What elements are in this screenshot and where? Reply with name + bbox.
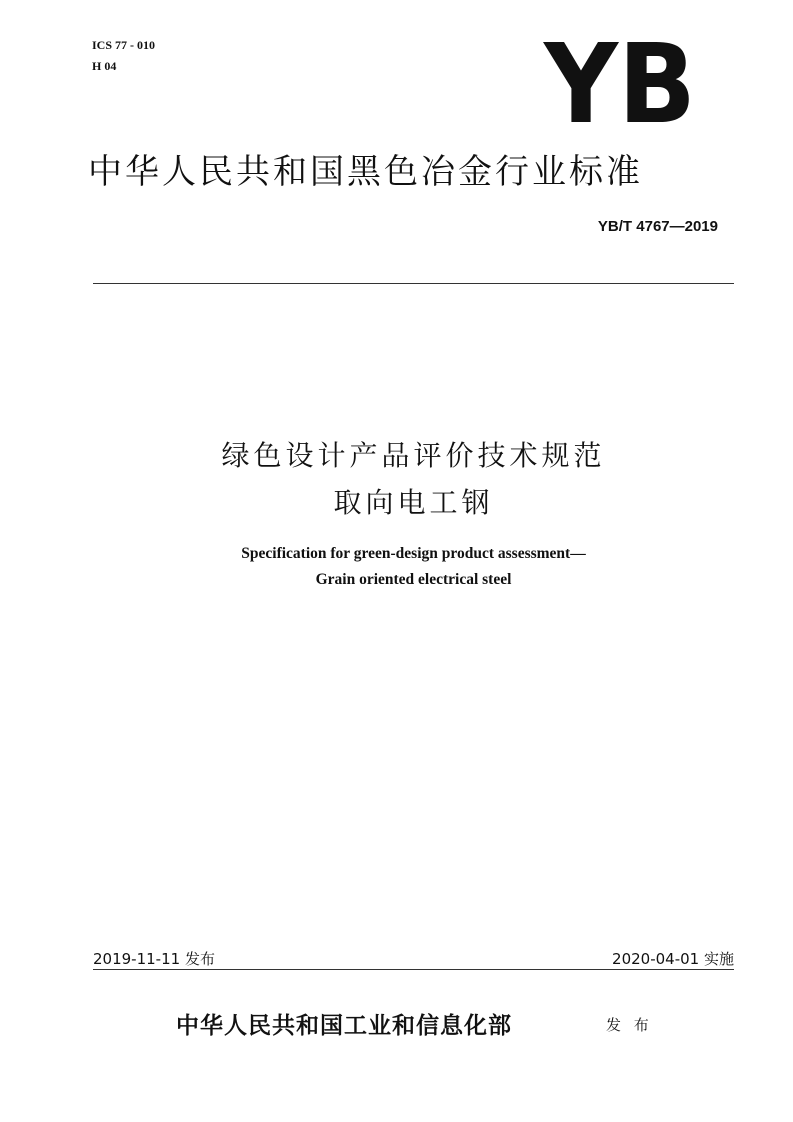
ccs-code: H 04 [92,59,117,73]
yb-logo [540,30,700,130]
bottom-divider [93,969,734,970]
publish-date: 2019-11-11 发布 [93,950,215,968]
title-zh-line2: 取向电工钢 [333,486,494,519]
top-divider [93,283,734,284]
title-zh-line1: 绿色设计产品评价技术规范 [221,439,606,472]
issue-label: 发 布 [606,1016,653,1034]
issuer-name: 中华人民共和国工业和信息化部 [176,1012,512,1039]
title-en-line2: Grain oriented electrical steel [315,571,512,588]
ics-code: ICS 77 - 010 [92,38,156,52]
title-en-line1: Specification for green-design product assessment— [241,545,586,562]
standard-number: YB/T 4767—2019 [597,218,718,235]
org-title: 中华人民共和国黑色冶金行业标准 [88,152,643,192]
classification-codes [92,38,155,80]
logo-text: YB [542,30,696,130]
implement-date: 2020-04-01 实施 [612,950,734,968]
